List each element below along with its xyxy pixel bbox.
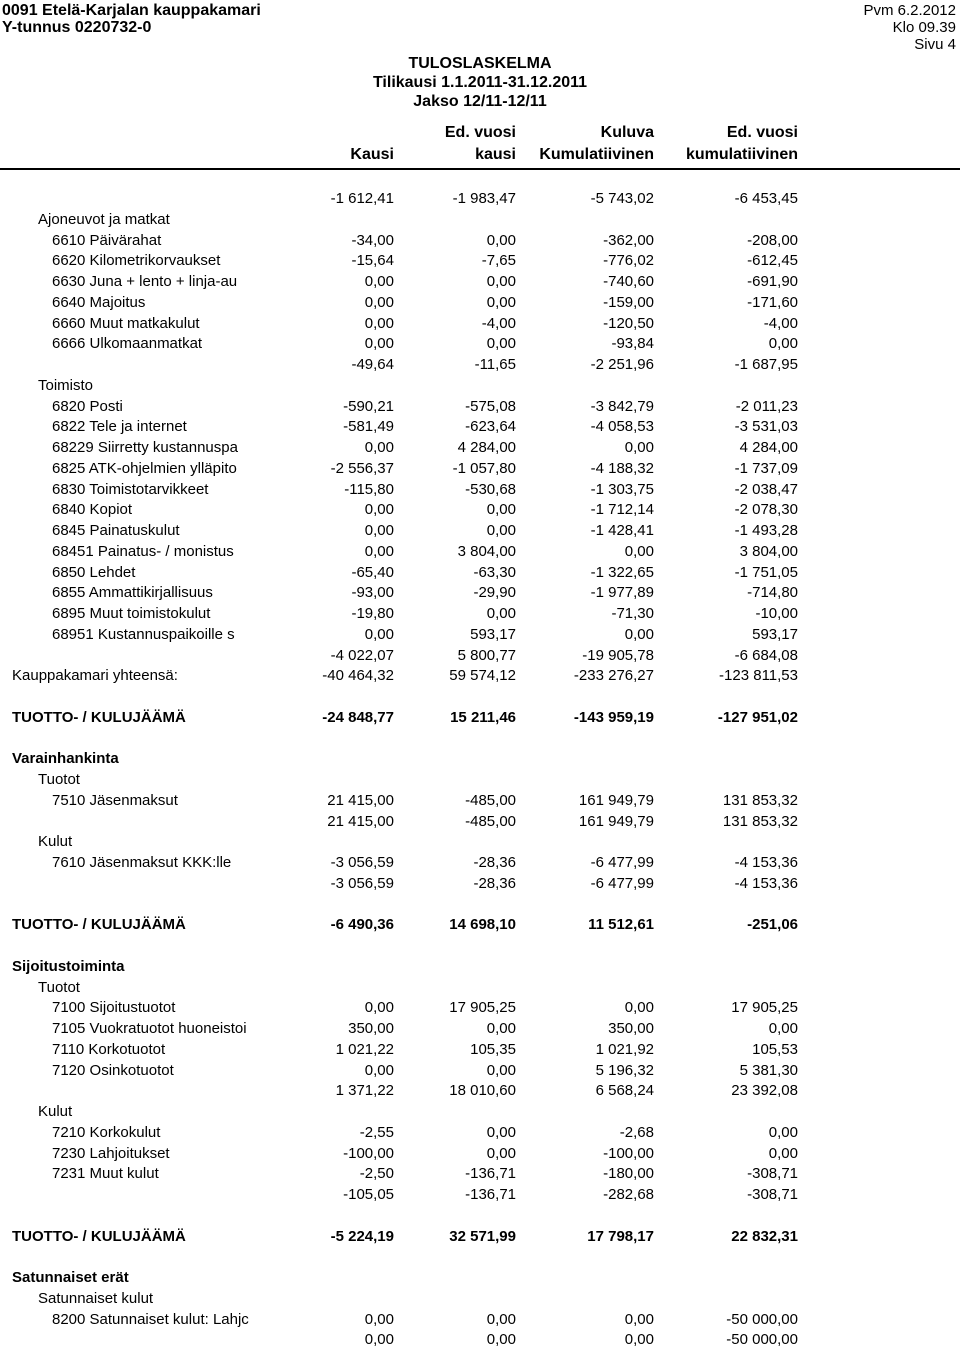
report-period: Jakso 12/11-12/11: [413, 93, 547, 110]
row-value-c3: -362,00: [603, 232, 654, 249]
row-value-c4: -2 078,30: [734, 501, 798, 518]
print-time: Klo 09.39: [892, 19, 956, 36]
row-value-c3: -2 251,96: [590, 356, 654, 373]
row-value-c1: -49,64: [351, 356, 394, 373]
company-name: 0091 Etelä-Karjalan kauppakamari: [2, 2, 261, 19]
row-value-c2: -1 057,80: [452, 460, 516, 477]
row-value-c3: -5 743,02: [590, 190, 654, 207]
business-id: Y-tunnus 0220732-0: [2, 19, 152, 36]
row-value-c1: 21 415,00: [327, 792, 394, 809]
row-value-c3: -740,60: [603, 273, 654, 290]
row-value-c4: -1 737,09: [734, 460, 798, 477]
row-label: Kauppakamari yhteensä:: [12, 667, 178, 684]
row-label: 6850 Lehdet: [52, 564, 136, 581]
row-value-c3: -159,00: [603, 294, 654, 311]
row-value-c3: 6 568,24: [595, 1082, 654, 1099]
row-value-c2: 3 804,00: [457, 543, 516, 560]
row-value-c1: 0,00: [364, 273, 394, 290]
row-value-c1: 0,00: [364, 522, 394, 539]
row-value-c2: 0,00: [486, 232, 516, 249]
statement-row: [0, 852, 960, 873]
statement-row: [0, 603, 960, 624]
row-value-c3: 161 949,79: [578, 792, 654, 809]
statement-row: [0, 1163, 960, 1184]
row-value-c2: 0,00: [486, 1020, 516, 1037]
statement-row: [0, 1205, 960, 1226]
row-value-c2: 0,00: [486, 1331, 516, 1348]
col-prev-period-line1: Ed. vuosi: [444, 124, 516, 141]
row-value-c1: 0,00: [364, 543, 394, 560]
row-label: 6640 Majoitus: [52, 294, 146, 311]
row-label: 6825 ATK-ohjelmien ylläpito: [52, 460, 237, 477]
row-label: 6660 Muut matkakulut: [52, 315, 200, 332]
row-value-c1: -2 556,37: [330, 460, 394, 477]
row-value-c2: 18 010,60: [449, 1082, 516, 1099]
statement-row: [0, 437, 960, 458]
statement-row: [0, 416, 960, 437]
col-prev-period-line2: kausi: [475, 146, 516, 163]
row-label: 8200 Satunnaiset kulut: Lahjc: [52, 1311, 249, 1328]
row-value-c1: -5 224,19: [330, 1228, 394, 1245]
row-value-c1: 0,00: [364, 335, 394, 352]
row-value-c1: -581,49: [343, 418, 394, 435]
statement-row: [0, 375, 960, 396]
row-label: 7105 Vuokratuotot huoneistoi: [52, 1020, 247, 1037]
row-value-c3: -4 188,32: [590, 460, 654, 477]
row-value-c3: 0,00: [624, 439, 654, 456]
row-value-c4: 131 853,32: [722, 813, 798, 830]
row-value-c2: 0,00: [486, 335, 516, 352]
row-label: 6840 Kopiot: [52, 501, 133, 518]
row-value-c2: -136,71: [465, 1165, 516, 1182]
statement-row: [0, 790, 960, 811]
row-label: 6845 Painatuskulut: [52, 522, 180, 539]
row-value-c1: 1 021,22: [335, 1041, 394, 1058]
statement-row: [0, 520, 960, 541]
col-period: Kausi: [350, 146, 394, 163]
row-value-c1: 0,00: [364, 1062, 394, 1079]
row-value-c4: -308,71: [747, 1186, 798, 1203]
row-value-c3: -71,30: [611, 605, 654, 622]
row-label: 6630 Juna + lento + linja-au: [52, 273, 238, 290]
row-value-c3: -180,00: [603, 1165, 654, 1182]
row-value-c4: 0,00: [768, 1020, 798, 1037]
row-value-c2: 0,00: [486, 605, 516, 622]
row-value-c3: 17 798,17: [587, 1228, 654, 1245]
row-value-c2: 4 284,00: [457, 439, 516, 456]
row-value-c2: 0,00: [486, 522, 516, 539]
row-value-c2: 15 211,46: [450, 709, 516, 726]
row-value-c1: -2,50: [359, 1165, 394, 1182]
row-label: 6820 Posti: [52, 398, 123, 415]
row-value-c2: 0,00: [486, 273, 516, 290]
row-value-c4: 5 381,30: [739, 1062, 798, 1079]
row-value-c3: -6 477,99: [590, 875, 654, 892]
row-label: 6666 Ulkomaanmatkat: [52, 335, 203, 352]
row-label: TUOTTO- / KULUJÄÄMÄ: [12, 1228, 186, 1245]
row-value-c4: -50 000,00: [726, 1331, 798, 1348]
row-label: 7610 Jäsenmaksut KKK:lle: [52, 854, 232, 871]
row-value-c4: -308,71: [747, 1165, 798, 1182]
row-label: TUOTTO- / KULUJÄÄMÄ: [12, 916, 186, 933]
row-value-c1: 0,00: [364, 999, 394, 1016]
statement-row: [0, 624, 960, 645]
row-value-c4: 0,00: [768, 335, 798, 352]
statement-row: [0, 831, 960, 852]
print-date: Pvm 6.2.2012: [863, 2, 956, 19]
row-value-c2: -530,68: [465, 481, 516, 498]
statement-row: [0, 665, 960, 686]
row-value-c2: 5 800,77: [457, 647, 516, 664]
row-value-c3: -1 303,75: [590, 481, 654, 498]
row-value-c2: 0,00: [486, 1124, 516, 1141]
row-value-c1: 0,00: [364, 315, 394, 332]
statement-row: [0, 748, 960, 769]
header-rule: [0, 168, 960, 170]
row-value-c4: 105,53: [752, 1041, 798, 1058]
row-value-c4: -1 493,28: [734, 522, 798, 539]
row-value-c3: -282,68: [603, 1186, 654, 1203]
row-value-c4: -123 811,53: [719, 667, 798, 684]
row-value-c1: -34,00: [351, 232, 394, 249]
row-value-c2: 0,00: [486, 1145, 516, 1162]
row-value-c1: -3 056,59: [330, 875, 394, 892]
statement-row: [0, 728, 960, 749]
row-label: 7230 Lahjoitukset: [52, 1145, 170, 1162]
row-value-c4: -208,00: [747, 232, 798, 249]
row-value-c3: -6 477,99: [590, 854, 654, 871]
row-value-c1: -19,80: [351, 605, 394, 622]
row-value-c1: 350,00: [348, 1020, 394, 1037]
statement-row: [0, 313, 960, 334]
row-value-c2: -136,71: [465, 1186, 516, 1203]
statement-row: [0, 1039, 960, 1060]
row-label: 6822 Tele ja internet: [52, 418, 187, 435]
statement-row: [0, 707, 960, 728]
row-value-c3: -1 712,14: [590, 501, 654, 518]
row-value-c4: 593,17: [752, 626, 798, 643]
statement-row: [0, 230, 960, 251]
row-value-c3: -4 058,53: [590, 418, 654, 435]
statement-row: [0, 1246, 960, 1267]
statement-row: [0, 1309, 960, 1330]
row-value-c3: -1 322,65: [590, 564, 654, 581]
statement-row: [0, 1143, 960, 1164]
statement-row: [0, 1184, 960, 1205]
row-label: 7100 Sijoitustuotot: [52, 999, 176, 1016]
row-value-c4: -251,06: [747, 916, 798, 933]
row-value-c2: 59 574,12: [449, 667, 516, 684]
row-value-c3: 5 196,32: [595, 1062, 654, 1079]
row-value-c3: -143 959,19: [573, 709, 654, 726]
row-label: 6620 Kilometrikorvaukset: [52, 252, 221, 269]
row-value-c3: 0,00: [624, 1331, 654, 1348]
statement-row: [0, 769, 960, 790]
row-label: Kulut: [38, 1103, 73, 1120]
row-label: Satunnaiset erät: [12, 1269, 129, 1286]
row-value-c1: -24 848,77: [322, 709, 394, 726]
statement-row: [0, 686, 960, 707]
statement-row: [0, 894, 960, 915]
row-label: 7231 Muut kulut: [52, 1165, 159, 1182]
row-label: 6895 Muut toimistokulut: [52, 605, 211, 622]
col-cumulative-line1: Kuluva: [600, 124, 654, 141]
row-value-c4: -50 000,00: [726, 1311, 798, 1328]
row-value-c4: -3 531,03: [734, 418, 798, 435]
row-value-c1: -1 612,41: [330, 190, 394, 207]
statement-row: [0, 562, 960, 583]
row-value-c2: -1 983,47: [452, 190, 516, 207]
row-value-c4: -1 687,95: [734, 356, 798, 373]
row-value-c1: -93,00: [351, 584, 394, 601]
row-value-c4: -691,90: [747, 273, 798, 290]
row-value-c2: -29,90: [473, 584, 516, 601]
row-value-c1: -105,05: [343, 1186, 394, 1203]
row-value-c3: -120,50: [603, 315, 654, 332]
statement-row: [0, 271, 960, 292]
row-value-c2: -623,64: [465, 418, 516, 435]
statement-row: [0, 479, 960, 500]
row-value-c2: 0,00: [486, 1062, 516, 1079]
statement-row: [0, 1101, 960, 1122]
statement-row: [0, 1288, 960, 1309]
row-value-c4: 0,00: [768, 1145, 798, 1162]
row-value-c1: 0,00: [364, 626, 394, 643]
statement-row: [0, 935, 960, 956]
row-value-c2: -11,65: [474, 356, 516, 373]
statement-row: [0, 354, 960, 375]
col-cumulative-line2: Kumulatiivinen: [539, 146, 654, 163]
row-value-c2: -63,30: [473, 564, 516, 581]
row-value-c4: -6 453,45: [734, 190, 798, 207]
row-value-c2: 593,17: [470, 626, 516, 643]
col-prev-cumulative-line2: kumulatiivinen: [685, 146, 798, 163]
statement-row: [0, 997, 960, 1018]
row-label: 6610 Päivärahat: [52, 232, 162, 249]
row-value-c3: -1 428,41: [590, 522, 654, 539]
row-value-c4: 17 905,25: [731, 999, 798, 1016]
row-value-c3: -100,00: [603, 1145, 654, 1162]
row-label: Satunnaiset kulut: [38, 1290, 154, 1307]
statement-row: [0, 396, 960, 417]
row-value-c4: 0,00: [768, 1124, 798, 1141]
row-value-c3: 1 021,92: [595, 1041, 654, 1058]
row-label: 68229 Siirretty kustannuspa: [52, 439, 238, 456]
row-value-c3: -776,02: [603, 252, 654, 269]
row-value-c4: -10,00: [755, 605, 798, 622]
row-value-c1: 1 371,22: [335, 1082, 394, 1099]
row-label: 7510 Jäsenmaksut: [52, 792, 178, 809]
row-value-c1: 0,00: [364, 439, 394, 456]
row-value-c2: -7,65: [481, 252, 516, 269]
statement-row: [0, 292, 960, 313]
row-label: 68951 Kustannuspaikoille s: [52, 626, 235, 643]
row-value-c1: -15,64: [351, 252, 394, 269]
row-value-c3: 0,00: [624, 543, 654, 560]
row-value-c1: -6 490,36: [330, 916, 394, 933]
row-value-c1: -2,55: [359, 1124, 394, 1141]
row-value-c1: 21 415,00: [327, 813, 394, 830]
row-value-c4: -714,80: [747, 584, 798, 601]
row-label: 7120 Osinkotuotot: [52, 1062, 174, 1079]
row-value-c4: -612,45: [747, 252, 798, 269]
row-label: 7110 Korkotuotot: [52, 1041, 166, 1058]
statement-row: [0, 1018, 960, 1039]
page-number: Sivu 4: [914, 36, 956, 53]
row-value-c1: 0,00: [364, 1331, 394, 1348]
row-value-c1: -100,00: [343, 1145, 394, 1162]
col-prev-cumulative-line1: Ed. vuosi: [726, 124, 798, 141]
row-value-c3: 0,00: [624, 1311, 654, 1328]
statement-row: [0, 956, 960, 977]
row-value-c1: -590,21: [343, 398, 394, 415]
row-value-c4: -127 951,02: [717, 709, 798, 726]
statement-row: [0, 873, 960, 894]
row-value-c1: -65,40: [351, 564, 394, 581]
row-value-c1: -40 464,32: [322, 667, 394, 684]
report-title: TULOSLASKELMA: [408, 55, 552, 72]
row-value-c3: -93,84: [611, 335, 654, 352]
row-label: 6855 Ammattikirjallisuus: [52, 584, 213, 601]
row-value-c2: 17 905,25: [449, 999, 516, 1016]
statement-row: [0, 333, 960, 354]
statement-row: [0, 458, 960, 479]
row-value-c3: 11 512,61: [588, 916, 654, 933]
row-value-c3: 161 949,79: [578, 813, 654, 830]
statement-row: [0, 188, 960, 209]
row-value-c3: -233 276,27: [573, 667, 654, 684]
row-value-c2: 14 698,10: [449, 916, 516, 933]
row-value-c2: -28,36: [473, 875, 516, 892]
row-value-c2: 32 571,99: [449, 1228, 516, 1245]
row-label: Varainhankinta: [12, 750, 119, 767]
row-value-c4: -4 153,36: [734, 854, 798, 871]
row-value-c2: -28,36: [473, 854, 516, 871]
row-value-c4: 3 804,00: [739, 543, 798, 560]
row-label: Sijoitustoiminta: [12, 958, 125, 975]
row-value-c1: -3 056,59: [330, 854, 394, 871]
row-label: Tuotot: [38, 979, 80, 996]
row-value-c3: 0,00: [624, 626, 654, 643]
row-label: Tuotot: [38, 771, 80, 788]
row-value-c4: 23 392,08: [731, 1082, 798, 1099]
row-value-c4: 4 284,00: [739, 439, 798, 456]
statement-row: [0, 541, 960, 562]
row-value-c4: 131 853,32: [722, 792, 798, 809]
statement-row: [0, 1329, 960, 1350]
statement-row: [0, 1226, 960, 1247]
row-value-c3: -2,68: [619, 1124, 654, 1141]
row-value-c2: -4,00: [481, 315, 516, 332]
row-value-c4: -171,60: [747, 294, 798, 311]
statement-row: [0, 499, 960, 520]
row-value-c4: -1 751,05: [734, 564, 798, 581]
row-value-c1: -115,80: [344, 481, 394, 498]
statement-row: [0, 209, 960, 230]
row-value-c2: -575,08: [465, 398, 516, 415]
fiscal-period: Tilikausi 1.1.2011-31.12.2011: [372, 74, 588, 91]
row-label: 7210 Korkokulut: [52, 1124, 161, 1141]
statement-row: [0, 250, 960, 271]
row-value-c2: -485,00: [465, 813, 516, 830]
row-value-c1: -4 022,07: [330, 647, 394, 664]
row-value-c3: -3 842,79: [590, 398, 654, 415]
row-label: Toimisto: [38, 377, 94, 394]
row-value-c4: -2 011,23: [735, 398, 798, 415]
row-label: Ajoneuvot ja matkat: [38, 211, 170, 228]
row-label: Kulut: [38, 833, 73, 850]
row-value-c2: 0,00: [486, 501, 516, 518]
statement-row: [0, 1122, 960, 1143]
statement-row: [0, 1060, 960, 1081]
row-value-c2: 0,00: [486, 1311, 516, 1328]
statement-row: [0, 977, 960, 998]
row-value-c4: -4 153,36: [734, 875, 798, 892]
row-value-c1: 0,00: [364, 501, 394, 518]
row-value-c4: 22 832,31: [731, 1228, 798, 1245]
statement-row: [0, 1080, 960, 1101]
row-value-c4: -6 684,08: [734, 647, 798, 664]
row-value-c1: 0,00: [364, 1311, 394, 1328]
row-label: TUOTTO- / KULUJÄÄMÄ: [12, 709, 186, 726]
statement-row: [0, 811, 960, 832]
statement-row: [0, 645, 960, 666]
statement-row: [0, 582, 960, 603]
row-value-c3: -1 977,89: [590, 584, 654, 601]
row-label: 6830 Toimistotarvikkeet: [52, 481, 209, 498]
row-value-c4: -2 038,47: [734, 481, 798, 498]
row-value-c3: 350,00: [608, 1020, 654, 1037]
row-value-c3: -19 905,78: [582, 647, 654, 664]
row-value-c4: -4,00: [763, 315, 798, 332]
statement-row: [0, 1267, 960, 1288]
row-value-c1: 0,00: [364, 294, 394, 311]
row-value-c3: 0,00: [624, 999, 654, 1016]
row-value-c2: 0,00: [486, 294, 516, 311]
row-value-c2: 105,35: [470, 1041, 516, 1058]
row-value-c2: -485,00: [465, 792, 516, 809]
row-label: 68451 Painatus- / monistus: [52, 543, 234, 560]
statement-row: [0, 914, 960, 935]
